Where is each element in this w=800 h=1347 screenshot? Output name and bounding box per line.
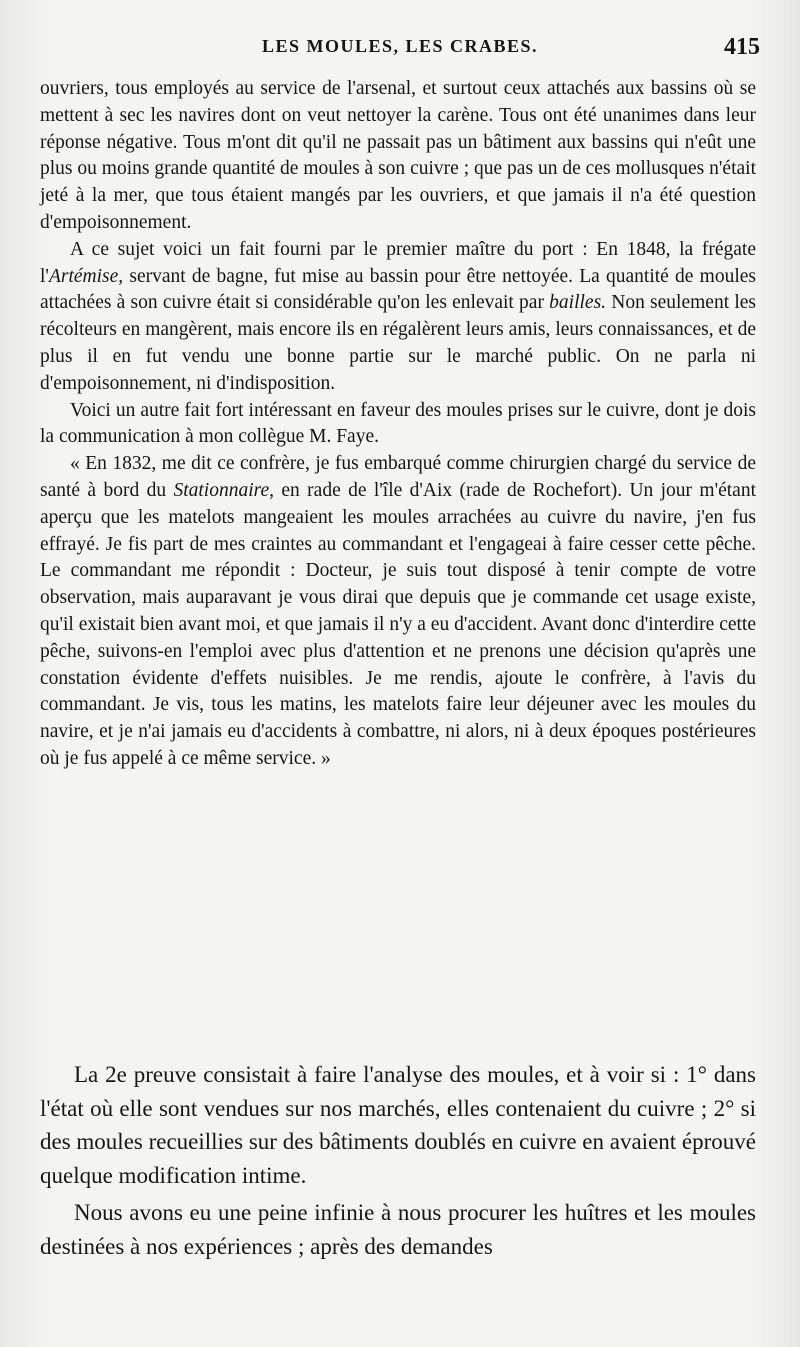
paragraph-4 xyxy=(40,451,756,773)
paragraph-2 xyxy=(40,237,756,398)
body-text-small xyxy=(40,76,756,773)
large-paragraph-1: La 2e preuve consistait à faire l'analyse des moules, et à voir si : 1° dans l'état où elle sont vendues sur nos marchés, elles contenaient du cuivre ; 2° si des moules recueillies sur des bâtiments doublés en cuivre en avaient éprouvé quelque modification intime. xyxy=(40,1062,756,1188)
paragraph-2-text-c: Non seulement les récolteurs en mangèrent, mais encore ils en régalèrent leurs amis, leurs connaissances, et de plus il en fut vendu une bonne partie sur le marché public. On ne parla ni d'empoisonnement, ni d'indisposition. xyxy=(40,292,756,394)
paragraph-4-text-b: en rade de l'île d'Aix (rade de Rochefort). Un jour m'étant aperçu que les matelots mangeaient les moules arrachées au cuivre du navire, j'en fus effrayé. Je fis part de mes craintes au commandant et l'engageai à faire cesser cette pêche. Le commandant me répondit : Docteur, je suis tout disposé à tenir compte de votre observation, mais auparavant je vous dirai que depuis que je commande cet usage existe, qu'il existait bien avant moi, et que jamais il n'y a eu d'accident. Avant donc d'interdire cette pêche, suivons-en l'emploi avec plus d'attention et ne prenons une décision qu'après une constation évidente d'effets nuisibles. Je me rendis, ajoute le confrère, à l'avis du commandant. Je vis, tous les matins, les matelots faire leur déjeuner avec les moules du navire, et je n'ai jamais eu d'accidents à combattre, ni alors, ni à deux époques postérieures où je fus appelé à ce même service. » xyxy=(40,479,756,769)
paragraph-2-italic-a: Artémise, xyxy=(48,265,124,287)
paragraph-1-text: ouvriers, tous employés au service de l'arsenal, et surtout ceux attachés aux bassins où se mettent à sec les navires dont on veut nettoyer la carène. Tous ont été unanimes dans leur réponse négative. Tous m'ont dit qu'il ne passait pas un bâtiment aux bassins qui n'eût une plus ou moins grande quantité de moules à son cuivre ; que pas un de ces mollusques n'était jeté à la mer, que tous étaient mangés par les ouvriers, et que jamais il n'a été question d'empoisonnement. xyxy=(40,78,756,233)
page-header xyxy=(40,34,760,64)
page-number: 415 xyxy=(724,34,760,60)
paragraph-1 xyxy=(40,76,756,237)
body-text-large xyxy=(40,1058,756,1267)
paragraph-2-text-a: A ce sujet voici un fait fourni par le premier maître du port : En 1848, la frégate l' xyxy=(40,238,756,287)
paragraph-3-text: Voici un autre fait fort intéressant en faveur des moules prises sur le cuivre, dont je dois la communication à mon collègue M. Faye. xyxy=(40,399,756,448)
paragraph-4-text-a: « En 1832, me dit ce confrère, je fus embarqué comme chirurgien chargé du service de santé à bord du xyxy=(40,453,756,501)
large-paragraph-2: Nous avons eu une peine infinie à nous procurer les huîtres et les moules destinées à nos expériences ; après des demandes xyxy=(40,1200,756,1259)
paragraph-3 xyxy=(40,398,756,452)
paragraph-2-text-b: servant de bagne, fut mise au bassin pour être nettoyée. La quantité de moules attachées à son cuivre était si considérable qu'on les enlevait par xyxy=(40,265,756,314)
paragraph-4-italic: Stationnaire, xyxy=(173,479,275,501)
paragraph-2-italic-b: bailles. xyxy=(549,292,607,314)
running-head: LES MOULES, LES CRABES. xyxy=(261,36,539,56)
